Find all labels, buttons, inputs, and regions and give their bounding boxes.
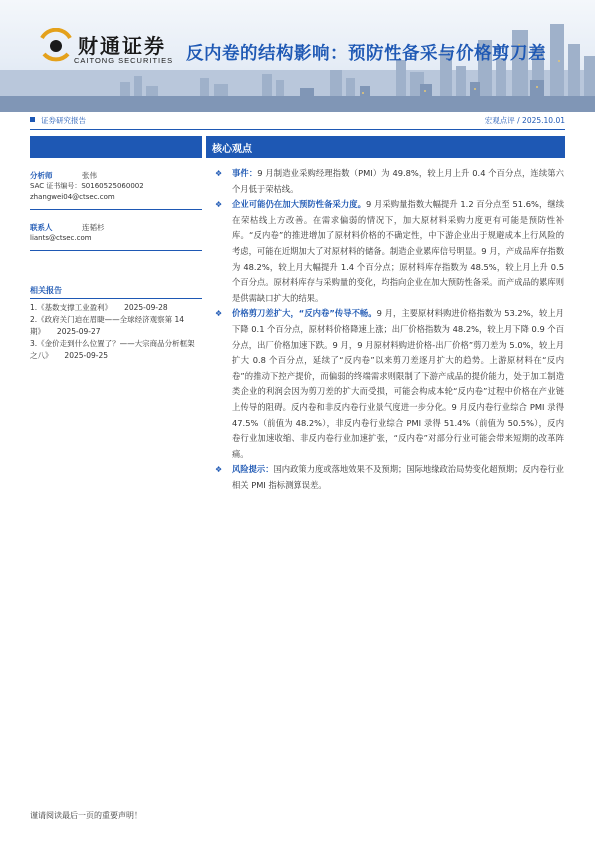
related-report-item[interactable] [30,302,202,314]
report-info-bar [30,112,565,128]
related-report-title: 3.《金价走到什么位置了？——大宗商品分析框架之八》 [30,339,195,360]
diamond-bullet-icon: ❖ [215,200,223,210]
contact-divider [30,250,202,251]
viewpoint-item [212,306,564,462]
viewpoint-item [212,462,564,493]
analyst-name: 张伟 [82,171,97,180]
core-viewpoints-title: 核心观点 [212,144,252,155]
analyst-divider [30,209,202,210]
viewpoint-body: 9 月采购量指数大幅提升 1.2 百分点至 51.6%，继续在荣枯线上方改善。在需求偏弱的情况下，加大原材料采购力度更有可能是预防性补库。“反内卷”的推进增加了原材料价格的不确定性，中下游企业出于规避成本上行风险的考虑，可能在近期加大了对原材料的储备。制造企业累库信号明显。9 月，产成品库存指数为 48.2%，较上月大幅提升 1.4 个百分点；原材料库存指数为 48.5%，较上月上升 0.5 个百分点。原材料库存与采购量的变化，均指向企业在加大预防性备采。而产成品的累库则是供需缺口扩大的结果。 [232,199,564,303]
logo-chinese-text: 财通证券 [78,34,166,58]
footer-disclaimer: 谨请阅读最后一页的重要声明！ [30,811,142,820]
square-bullet-icon [30,117,35,122]
report-title: 反内卷的结构影响：预防性备采与价格剪刀差 [186,44,546,64]
analyst-role: 分析师 [30,171,53,180]
analyst-cert: SAC 证书编号：S0160525060002 [30,182,144,190]
viewpoint-lead: 风险提示： [232,464,274,475]
viewpoint-lead: 事件： [232,168,258,178]
logo-english-text: CAITONG SECURITIES [74,56,174,65]
related-report-item[interactable] [30,314,202,338]
sidebar-header-block [30,136,202,158]
related-report-date: 2025-09-25 [64,351,109,360]
sidebar [30,136,202,362]
report-category-text: 证券研究报告 [41,116,86,125]
core-viewpoints-list [212,166,564,493]
diamond-bullet-icon: ❖ [215,309,223,319]
contact-email[interactable]: liants@ctsec.com [30,234,92,242]
viewpoint-body: 9 月制造业采购经理指数（PMI）为 49.8%，较上月上升 0.4 个百分点，连续第六个月低于荣枯线。 [232,168,564,194]
analyst-email[interactable]: zhangwei04@ctsec.com [30,193,115,201]
contact-block [30,222,202,251]
related-report-date: 2025-09-27 [56,327,101,336]
diamond-bullet-icon: ❖ [215,465,223,475]
related-reports-list [30,302,202,362]
company-logo [38,28,178,68]
related-report-date: 2025-09-28 [124,303,168,312]
viewpoint-lead: 企业可能仍在加大预防性备采力度。 [232,199,366,210]
core-viewpoints-header [206,136,565,158]
viewpoint-body: 9 月，主要原材料购进价格指数为 53.2%，较上月下降 0.1 个百分点，原材料价格降速上涨；出厂价格指数为 48.2%，较上月下降 0.9 个百分点，出厂价格加速下跌。9 月，9 月原材料购进价格-出厂价格”剪刀差为 5.0%，较上月扩大 0.8 个百分点，延续了“反内卷”以来剪刀差逐月扩大的趋势。上游原材料在“反内卷”的推动下控产提价，而偏弱的终端需求则限制了下游产成品的提价能力，处于加工制造类企业的利润会因为剪刀差的扩大而受损，可能会构成本轮“反内卷”过程中价格在产业链上传导的阻碍。反内卷和非反内卷行业景气度进一步分化。9 月反内卷行业综合 PMI 录得 47.5%（前值为 48.2%），非反内卷行业综合 PMI 录得 51.4%（前值为 50.5%），反内卷行业加速收缩、非反内卷行业加速扩张，“反内卷”对部分行业可能会带来短期的改革阵痛。 [232,308,564,459]
related-report-title: 1.《基数支撑工业盈利》 [30,303,113,312]
header-divider [30,129,565,130]
viewpoint-lead: 价格剪刀差扩大，“反内卷”传导不畅。 [232,308,377,319]
viewpoint-item [212,197,564,306]
report-type-date: 宏观点评 / 2025.10.01 [484,116,565,125]
analyst-block [30,170,202,210]
diamond-bullet-icon: ❖ [215,169,223,178]
related-report-item[interactable] [30,338,202,362]
header-banner [0,0,595,112]
contact-name: 连韬杉 [82,223,105,232]
related-report-title: 2.《政府关门迫在眉睫——全球经济观察第 14 期》 [30,315,185,336]
related-reports-title: 相关报告 [30,285,202,299]
viewpoint-body: 国内政策力度或落地效果不及预期；国际地缘政治局势变化超预期；反内卷行业相关 PMI 指标测算误差。 [232,464,564,490]
viewpoint-item [212,166,564,197]
contact-role: 联系人 [30,223,53,232]
report-category [30,115,86,126]
logo-mark-icon [38,28,74,64]
